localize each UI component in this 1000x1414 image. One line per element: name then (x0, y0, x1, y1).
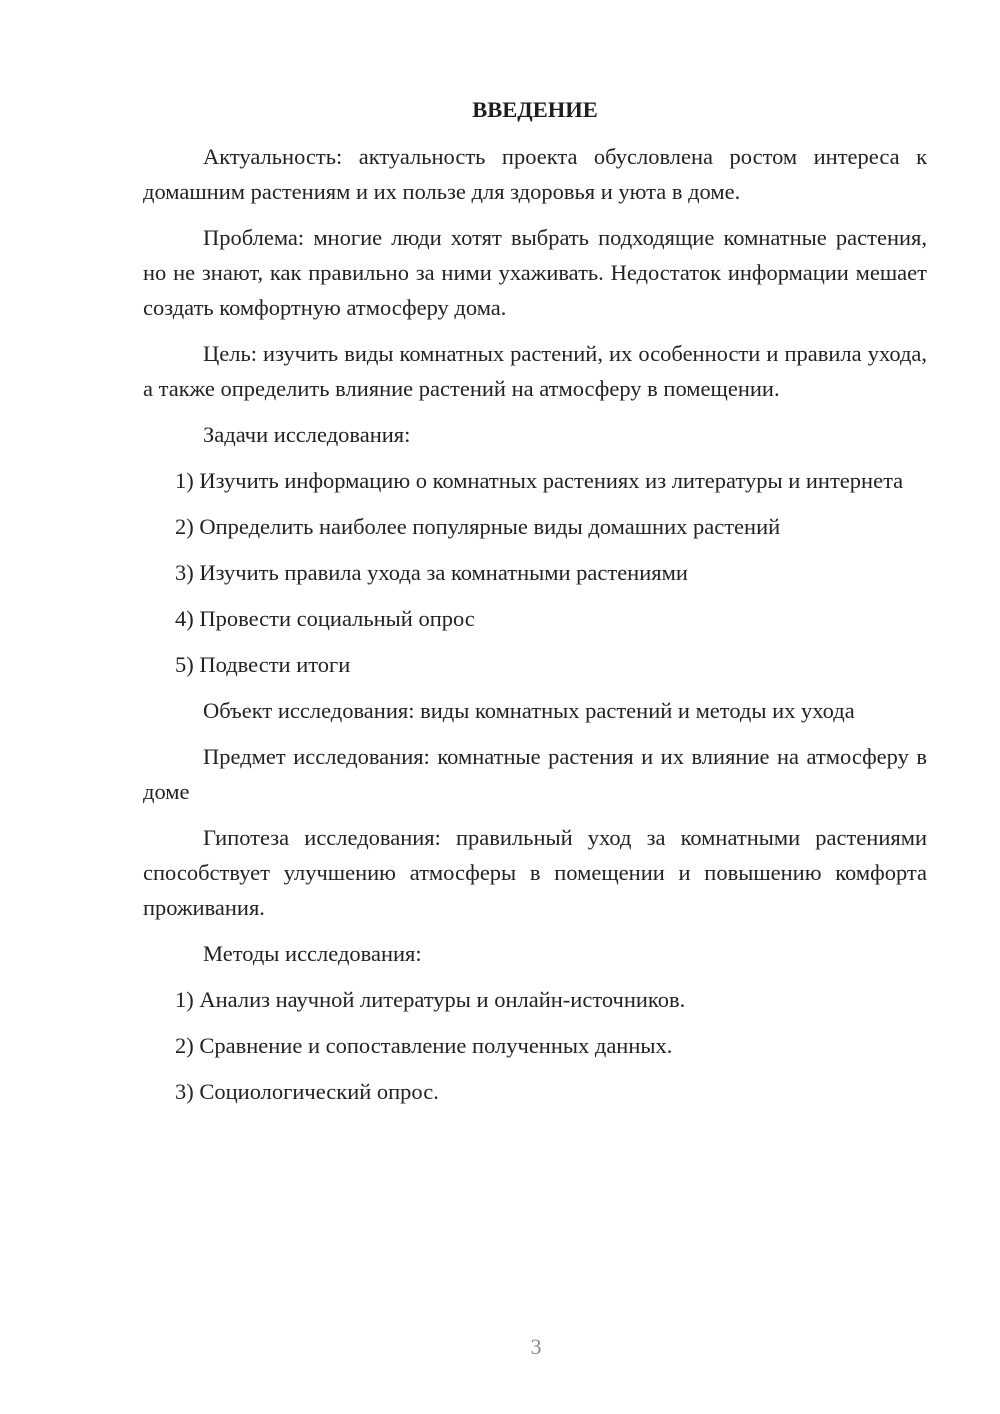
page-number: 3 (530, 1334, 542, 1359)
hypothesis-paragraph: Гипотеза исследования: правильный уход за комнатными растениями способствует улучшению атмосферы в помещении и повышению комфорта проживания. (143, 825, 927, 920)
task-item-2: 2) Определить наиболее популярные виды домашних растений (175, 514, 781, 539)
goal-paragraph: Цель: изучить виды комнатных растений, их особенности и правила ухода, а также определить влияние растений на атмосферу в помещении. (143, 341, 927, 401)
method-item-3: 3) Социологический опрос. (175, 1079, 439, 1104)
subject-paragraph: Предмет исследования: комнатные растения и их влияние на атмосферу в доме (143, 744, 927, 804)
methods-title: Методы исследования: (203, 941, 422, 966)
method-item-1: 1) Анализ научной литературы и онлайн-источников. (175, 987, 686, 1012)
method-item-2: 2) Сравнение и сопоставление полученных данных. (175, 1033, 673, 1058)
task-item-4: 4) Провести социальный опрос (175, 606, 475, 631)
task-item-3: 3) Изучить правила ухода за комнатными растениями (175, 560, 688, 585)
object-paragraph: Объект исследования: виды комнатных растений и методы их ухода (203, 698, 855, 723)
section-heading: ВВЕДЕНИЕ (472, 97, 598, 122)
page-content (143, 92, 927, 1120)
task-item-5: 5) Подвести итоги (175, 652, 351, 677)
relevance-paragraph: Актуальность: актуальность проекта обусловлена ростом интереса к домашним растениям и их пользе для здоровья и уюта в доме. (143, 144, 927, 204)
problem-paragraph: Проблема: многие люди хотят выбрать подходящие комнатные растения, но не знают, как правильно за ними ухаживать. Недостаток информации мешает создать комфортную атмосферу дома. (143, 225, 927, 320)
tasks-title: Задачи исследования: (203, 422, 411, 447)
task-item-1: 1) Изучить информацию о комнатных растениях из литературы и интернета (175, 468, 904, 493)
